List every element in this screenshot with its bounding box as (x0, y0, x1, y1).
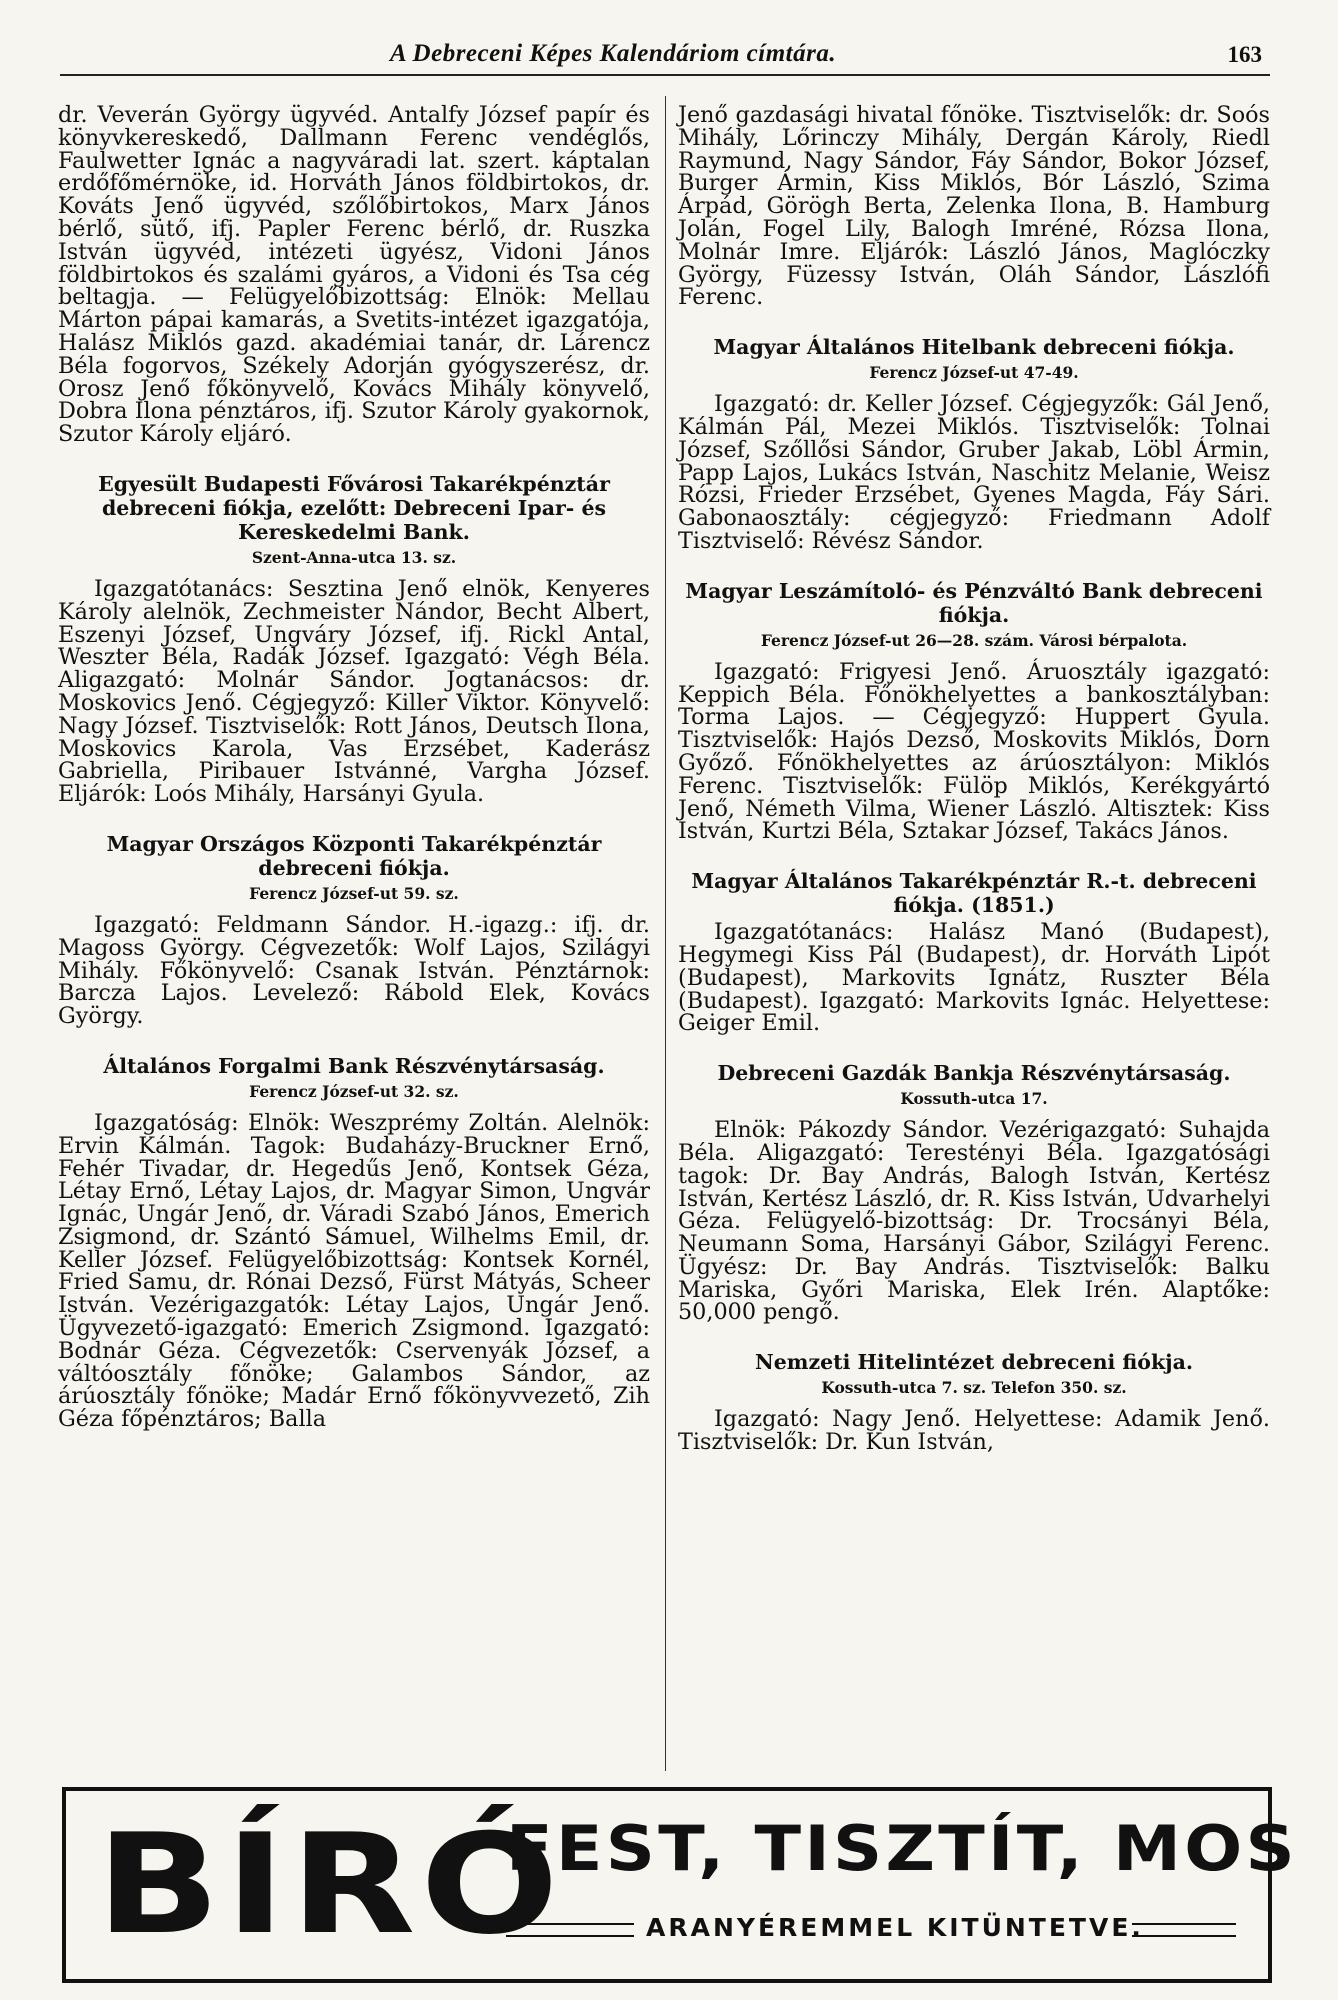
section-title: Debreceni Gazdák Bankja Részvénytársaság. (717, 1061, 1231, 1086)
section-body: Igazgató: Frigyesi Jenő. Áruosztály igazgató: Keppich Béla. Főnökhelyettes a bankosztályban: Torma Lajos. — Cégjegyző: Huppert Gyula. Tisztviselők: Hajós Dezső, Moskovits Miklós, Dorn Győző. Főnökhelyettes az árúosztályon: Miklós Ferenc. Tisztviselők: Fülöp Miklós, Kerékgyártó Jenő, Németh Vilma, Wiener László. Altisztek: Kiss István, Kurtzi Béla, Sztakar József, Takács János. (678, 658, 1270, 845)
advertisement-box (62, 1787, 1298, 1983)
section-title: Egyesült Budapesti Fővárosi Takarékpénztár debreceni fiókja, ezelőtt: Debreceni Ipar- és Kereskedelmi Bank. (98, 471, 610, 544)
section-title: Magyar Általános Hitelbank debreceni fiókja. (713, 335, 1235, 360)
right-column (678, 104, 1270, 1454)
section-title: Magyar Országos Központi Takarékpénztár debreceni fiókja. (106, 831, 602, 880)
section-address: Ferencz József-ut 47-49. (869, 363, 1079, 383)
section-title: Magyar Leszámítoló- és Pénzváltó Bank debreceni fiókja. (685, 578, 1263, 627)
left-column (58, 104, 650, 1431)
section-body: Elnök: Pákozdy Sándor. Vezérigazgató: Suhajda Béla. Aligazgató: Terestényi Béla. Igazgatósági tagok: Dr. Bay András, Balogh István, Kertész István, Kertész László, dr. R. Kiss István, Udvarhelyi Géza. Felügyelő-bizottság: Dr. Trocsányi Béla, Neumann Soma, Harsányi Gábor, Szilágyi Ferenc. Ügyész: Dr. Bay András. Tisztviselők: Balku Mariska, Győri Mariska, Elek Irén. Alaptőke: 50,000 pengő. (678, 1117, 1270, 1326)
ad-award-row (506, 1909, 1236, 1949)
ad-slogan: FEST, TISZTÍT, MOS (506, 1812, 1298, 1885)
section-body: Igazgató: Feldmann Sándor. H.-igazg.: ifj. dr. Magoss György. Cégvezetők: Wolf Lajos, Szilágyi Mihály. Főkönyvelő: Csanak István. Pénztárnok: Barcza Lajos. Levelező: Rábold Elek, Kovács György. (58, 911, 650, 1030)
section-body: Igazgató: Nagy Jenő. Helyettese: Adamik Jenő. Tisztviselők: Dr. Kun István, (678, 1406, 1270, 1456)
section-body: Igazgatóság: Elnök: Weszprémy Zoltán. Alelnök: Ervin Kálmán. Tagok: Budaházy-Bruckner Ernő, Fehér Tivadar, dr. Hegedűs Jenő, Kontsek Géza, Létay Ernő, Létay Lajos, dr. Magyar Simon, Ungvár Ignác, Ungár Jenő, dr. Váradi Szabó János, Emerich Zsigmond, dr. Szántó Sámuel, Wilhelms Emil, dr. Keller József. Felügyelőbizottság: Kontsek Kornél, Fried Samu, dr. Rónai Dezső, Fürst Mátyás, Scheer István. Vezérigazgatók: Létay Lajos, Ungár Jenő. Ügyvezető-igazgató: Emerich Zsigmond. Igazgató: Bodnár Géza. Cégvezetők: Cservenyák József, a váltóosztály főnöke; Galambos Sándor, az árúosztály főnöke; Madár Ernő főkönyvvezető, Zih Géza főpénztáros; Balla (58, 1109, 650, 1433)
entry-continuation: Jenő gazdasági hivatal főnöke. Tisztviselők: dr. Soós Mihály, Lőrinczy Mihály, Dergán Károly, Riedl Raymund, Nagy Sándor, Fáy Sándor, Bokor József, Burger Ármin, Kiss Miklós, Bór László, Szima Árpád, Görögh Berta, Zelenka Ilona, B. Hamburg Jolán, Fogel Lily, Balogh Imréné, Rózsa Ilona, Molnár Imre. Eljárók: László János, Maglóczky György, Füzessy István, Oláh Sándor, Lászlófi Ferenc. (678, 102, 1270, 311)
section-address: Ferencz József-ut 59. sz. (249, 883, 459, 903)
section-title: Nemzeti Hitelintézet debreceni fiókja. (754, 1350, 1194, 1375)
ad-award-text: ARANYÉREMMEL KITÜNTETVE. (646, 1913, 1144, 1942)
decorative-rule (506, 1923, 634, 1937)
section-address: Ferencz József-ut 26—28. szám. Városi bérpalota. (760, 630, 1188, 650)
section-title: Magyar Általános Takarékpénztár R.-t. debreceni fiókja. (1851.) (691, 869, 1257, 918)
ad-brand-name: BÍRÓ (96, 1804, 564, 1965)
header-title: A Debreceni Képes Kalendáriom címtára. (390, 40, 837, 67)
section-address: Kossuth-utca 17. (900, 1089, 1048, 1109)
section-address: Kossuth-utca 7. sz. Telefon 350. sz. (821, 1378, 1127, 1398)
section-body: Igazgató: dr. Keller József. Cégjegyzők: Gál Jenő, Kálmán Pál, Mezei Miklós. Tisztviselők: Tolnai József, Szőllősi Sándor, Gruber Jakab, Löbl Ármin, Papp Lajos, Lukács István, Naschitz Melanie, Weisz Rózsi, Frieder Erzsébet, Gyenes Magda, Fáy Sári. Gabonaosztály: cégjegyző: Friedmann Adolf Tisztviselő: Révész Sándor. (678, 391, 1270, 554)
section-title: Általános Forgalmi Bank Részvénytársaság. (103, 1053, 605, 1078)
column-divider (665, 96, 666, 1771)
page-header (60, 38, 1270, 76)
section-address: Szent-Anna-utca 13. sz. (251, 547, 457, 567)
entry-continuation: dr. Veverán György ügyvéd. Antalfy József papír és könyvkereskedő, Dallmann Ferenc vendéglős, Faulwetter Ignác a nagyváradi lat. szert. káptalan erdőfőmérnöke, id. Horváth János földbirtokos, dr. Kováts Jenő ügyvéd, szőlőbirtokos, Marx János bérlő, sütő, ifj. Papler Ferenc bérlő, dr. Ruszka István ügyvéd, intézeti ügyész, Vidoni János földbirtokos és szalámi gyáros, a Vidoni és Tsa cég beltagja. — Felügyelőbizottság: Elnök: Mellau Márton pápai kamarás, a Svetits-intézet igazgatója, Halász Miklós gazd. akadémiai tanár, dr. Lárencz Béla fogorvos, Székely Adorján gyógyszerész, dr. Orosz Jenő főkönyvelő, Kovács Mihály könyvelő, Dobra Ilona pénztáros, ifj. Szutor Károly gyakornok, Szutor Károly eljáró. (58, 102, 650, 448)
page-number: 163 (1227, 42, 1262, 67)
section-body: Igazgatótanács: Halász Manó (Budapest), Hegymegi Kiss Pál (Budapest), dr. Horváth Lipót (Budapest), Markovits Ignátz, Ruszter Béla (Budapest). Igazgató: Markovits Ignác. Helyettese: Geiger Emil. (678, 919, 1270, 1037)
decorative-rule (1132, 1923, 1236, 1937)
section-address: Ferencz József-ut 32. sz. (249, 1081, 459, 1101)
section-body: Igazgatótanács: Sesztina Jenő elnök, Kenyeres Károly alelnök, Zechmeister Nándor, Becht Albert, Eszenyi József, Ungváry József, ifj. Rickl Antal, Weszter Béla, Radák József. Igazgató: Végh Béla. Aligazgató: Molnár Sándor. Jogtanácsos: dr. Moskovics Jenő. Cégjegyző: Killer Viktor. Könyvelő: Nagy József. Tisztviselők: Rott János, Deutsch Ilona, Moskovics Karola, Vas Erzsébet, Kaderász Gabriella, Piribauer Istvánné, Vargha József. Eljárók: Loós Mihály, Harsányi Gyula. (58, 575, 650, 808)
